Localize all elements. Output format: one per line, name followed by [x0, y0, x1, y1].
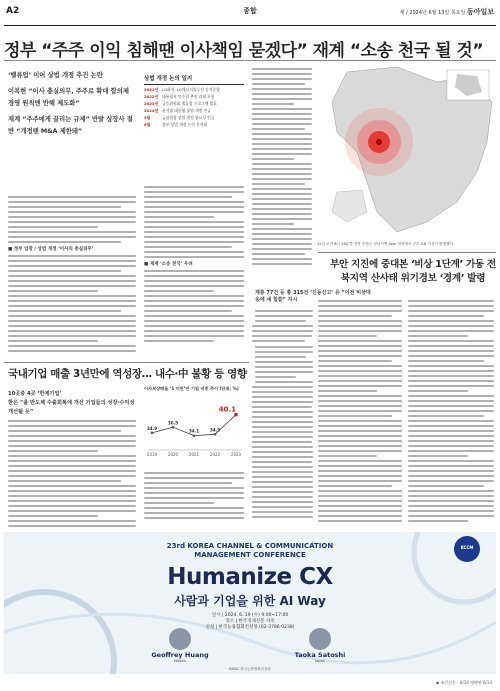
ad-title: Humanize CX — [167, 564, 333, 590]
paper-name: 동아일보 — [466, 7, 494, 16]
ad-contact: 신청 | 한국능률협회컨설팅 (02-3786-0238) — [205, 625, 295, 630]
timeline-row: 6월 정부 상법 개정 논의 본격화 — [144, 122, 208, 127]
divider — [4, 60, 496, 61]
subhead: ■ 재계 ‘소송 천국’ 우려 — [144, 262, 193, 267]
section-name: 종합 — [243, 7, 257, 15]
divider — [4, 362, 249, 363]
speaker-photo — [309, 628, 331, 650]
x-tick-label: 2023 — [230, 452, 242, 457]
data-label: 34.5 — [209, 427, 221, 433]
ad-details — [4, 613, 496, 631]
timeline-row: 2021년 LG화학, LG에너지솔루션 물적분할 — [144, 87, 220, 92]
timeline-row: 3월 금감원장 상법 개정 필요성 언급 — [144, 115, 215, 120]
ad-conference-name: 23rd KOREA CHANNEL & COMMUNICATION — [166, 542, 334, 550]
x-tick-label: 2022 — [209, 452, 221, 457]
masthead — [4, 2, 496, 26]
earthquake-map — [317, 62, 495, 238]
business-headline: 국내기업 매출 3년만에 역성장… 내수·中 불황 등 영향 — [8, 368, 247, 380]
ad-subtitle: 사람과 기업을 위한 AI Way — [174, 594, 326, 608]
chart-title: 이자보상배율 ‘1 미만’인 기업 비중 추이 (단위: %) — [144, 386, 239, 391]
data-point — [172, 426, 175, 429]
subhead: ■ 정부 입장 / 상법 개정 ‘이사의 충실의무’ — [8, 247, 94, 252]
main-lead — [8, 70, 136, 142]
body-text-column — [408, 300, 494, 525]
timeline-title: 상법 개정 논의 일지 — [144, 74, 244, 85]
data-label: 34.9 — [146, 425, 158, 431]
x-tick-label: 2019 — [146, 452, 158, 457]
body-text-column — [144, 186, 244, 345]
data-point — [193, 434, 196, 437]
speaker-card — [280, 628, 360, 663]
body-text-column — [144, 472, 244, 522]
x-tick-label: 2020 — [167, 452, 179, 457]
ad-conference-name-2: MANAGEMENT CONFERENCE — [194, 551, 306, 559]
main-headline: 정부 “주주 이익 침해땐 이사책임 묻겠다” 재계 “소송 천국 될 것” — [4, 41, 484, 61]
issue-info: 제 / 2024년 6월 13일 목요일 동아일보 — [399, 7, 494, 16]
kccm-logo: KCCM — [454, 536, 480, 562]
lead-line: ‘밸류업’ 이어 상법 개정 추진 논란 — [8, 72, 103, 79]
speaker-card — [140, 628, 220, 663]
body-text-column — [252, 68, 312, 268]
chart-plot — [144, 398, 246, 464]
ad-venue: 장소 | 한국경제신문 사옥 — [225, 619, 275, 624]
body-text-column — [252, 386, 312, 521]
business-chart — [144, 386, 246, 466]
divider — [318, 252, 496, 253]
speaker-name: Taoka Satoshi — [294, 651, 346, 659]
speaker-photo — [169, 628, 191, 650]
body-text-column — [318, 300, 402, 525]
timeline-row: 2024년 윤석열 대통령 상법 개정 언급 — [144, 108, 211, 113]
timeline-row: 2022년 대통령직 인수위 추진 과제 포함 — [144, 94, 215, 99]
data-point — [151, 432, 154, 435]
conference-ad[interactable] — [4, 532, 496, 674]
page-number: A2 — [6, 6, 20, 16]
body-text-column — [255, 310, 313, 335]
business-lead — [8, 390, 138, 417]
lead-line: 한은 “올 반도체 수출회복에 개선 기업들의 성장·수익성 개선될 듯” — [8, 400, 135, 415]
timeline-box — [144, 74, 244, 180]
ad-date: 일시 | 2024. 6. 19 (수) 9:00~17:00 — [211, 613, 289, 618]
body-text-column — [8, 420, 136, 530]
data-label: 36.5 — [167, 420, 179, 426]
data-label: 34.1 — [188, 428, 200, 434]
data-label: 40.1 — [218, 405, 236, 414]
lead-line: 10곳중 4곳 ‘한계기업’ — [8, 391, 62, 397]
x-tick-label: 2021 — [188, 452, 200, 457]
data-point — [214, 433, 217, 436]
speaker-role: Japan — [315, 659, 325, 663]
quake-subhead: 계룡 77건 등 총 315건 ‘신동신고’ 유 “이전 비상대응에 새 힘쓸” 지시 — [255, 290, 371, 303]
speaker-name: Geoffrey Huang — [151, 651, 209, 659]
map-caption: 12일 오전 8시 26분쯤 전북 부안군 남남서쪽 4km 지역에서 규모 4.8 지진이 발생했다. — [317, 242, 455, 246]
page-footer: ◆ 조간신문 - 6/14 재팬판 6/14 — [436, 680, 492, 685]
map-graphic — [317, 62, 495, 238]
lead-line: 재계 “주주에게 끌리는 규제” 반발 상장사 절반 “개정땐 M&A 제한돼” — [8, 115, 133, 135]
body-text-column — [8, 196, 136, 355]
lead-line: 이복현 “이사 충실의무, 주주로 확대 합의제 경영 원칙엔 반해 제도화” — [8, 87, 129, 107]
speaker-role: Webex — [174, 659, 186, 663]
timeline-row: 2023년 금융위원회 밸류업 프로그램 발표 — [144, 101, 217, 106]
quake-headline: 부안 지진에 중대본 ‘비상 1단계’ 가동 전북지역 산사태 위기경보 ‘경계’ 발령 — [330, 259, 496, 284]
ad-footer: KMAC 한국능률협회컨설팅 — [229, 667, 271, 671]
